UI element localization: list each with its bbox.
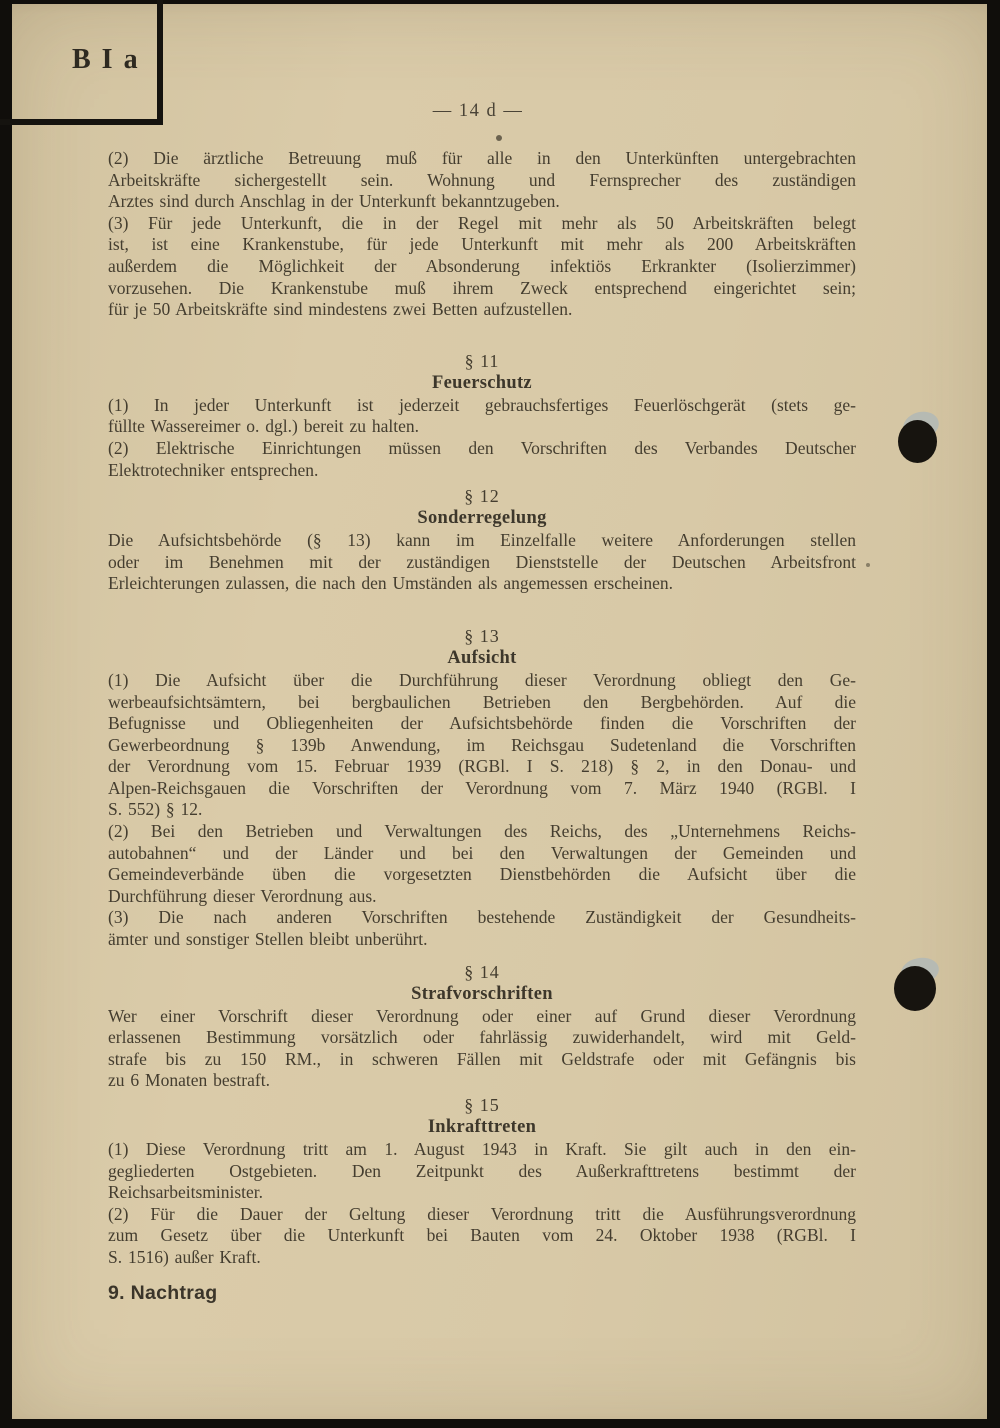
text-line: Befugnisse und Obliegenheiten der Aufsichtsbehörde finden die Vorschriften der: [108, 713, 856, 734]
text-line: Durchführung dieser Verordnung aus.: [108, 885, 377, 906]
section-number: § 15: [464, 1095, 500, 1115]
text-line: Wer einer Vorschrift dieser Verordnung oder einer auf Grund dieser Verordnung: [108, 1005, 856, 1026]
text-line: Arbeitskräfte sichergestellt sein. Wohnung und Fernsprecher des zuständigen: [108, 169, 856, 190]
text-line: werbeaufsichtsämtern, bei bergbaulichen Betrieben den Bergbehörden. Auf die: [108, 691, 856, 712]
section-number: § 11: [464, 350, 500, 371]
scan-edge-left: [0, 0, 12, 1428]
text-line: Gewerbeordnung § 139b Anwendung, im Reichsgau Sudetenland die Vorschriften: [108, 734, 856, 755]
text-line: (1) Diese Verordnung tritt am 1. August 1943 in Kraft. Sie gilt auch in den ein-: [108, 1139, 856, 1159]
text-line: (2) Bei den Betrieben und Verwaltungen des Reichs, des „Unternehmens Reichs-: [108, 821, 856, 842]
text-line: Erleichterungen zulassen, die nach den Umständen als angemessen erscheinen.: [108, 573, 673, 594]
paragraph: [108, 1139, 856, 1204]
text-line: (3) Für jede Unterkunft, die in der Regel mit mehr als 50 Arbeitskräften belegt: [108, 212, 856, 233]
paragraph: [108, 670, 856, 821]
text-line: Elektrotechniker entsprechen.: [108, 459, 319, 480]
document-body: [108, 148, 856, 1306]
text-line: ist, ist eine Krankenstube, für jede Unterkunft mit mehr als 200 Arbeitskräften: [108, 234, 856, 255]
section-number: § 13: [464, 625, 500, 646]
section-title: Strafvorschriften: [411, 983, 553, 1004]
section-number: § 14: [464, 961, 500, 982]
classification-tag: B I a: [72, 44, 140, 75]
scan-edge-right: [987, 0, 1000, 1428]
paragraph: [108, 1006, 856, 1092]
text-line: gegliederten Ostgebieten. Den Zeitpunkt des Außerkrafttretens bestimmt der: [108, 1160, 856, 1181]
text-line: strafe bis zu 150 RM., in schweren Fällen mit Geldstrafe oder mit Gefängnis bis: [108, 1048, 856, 1069]
text-line: außerdem die Möglichkeit der Absonderung infektiös Erkrankter (Isolierzimmer): [108, 255, 856, 276]
text-line: S. 1516) außer Kraft.: [108, 1246, 261, 1267]
paragraph: [108, 1204, 856, 1269]
text-line: Alpen-Reichsgauen die Vorschriften der Verordnung vom 7. März 1940 (RGBl. I: [108, 777, 856, 798]
section-number: § 12: [464, 486, 500, 507]
page-number: — 14 d —: [432, 101, 524, 121]
section-heading: [108, 350, 856, 395]
paragraph: [108, 907, 856, 950]
ink-speck: [866, 563, 870, 567]
text-line: (1) Die Aufsicht über die Durchführung dieser Verordnung obliegt den Ge-: [108, 669, 856, 690]
text-line: erlassenen Bestimmung vorsätzlich oder fahrlässig zuwiderhandelt, wird mit Geld-: [108, 1027, 856, 1048]
text-line: der Verordnung vom 15. Februar 1939 (RGBl. I S. 218) § 2, in den Donau- und: [108, 756, 856, 777]
text-line: oder im Benehmen mit der zuständigen Dienststelle der Deutschen Arbeitsfront: [108, 551, 856, 572]
paragraph: [108, 821, 856, 907]
section-title: Aufsicht: [447, 647, 517, 668]
ink-speck: [496, 135, 502, 141]
text-line: zu 6 Monaten bestraft.: [108, 1070, 270, 1091]
section-title: Inkrafttreten: [427, 1117, 537, 1137]
text-line: Die Aufsichtsbehörde (§ 13) kann im Einzelfalle weitere Anforderungen stellen: [108, 530, 856, 551]
paragraph: [108, 148, 856, 213]
text-line: Arztes sind durch Anschlag in der Unterkunft bekanntzugeben.: [108, 191, 560, 212]
text-line: (2) Die ärztliche Betreuung muß für alle in den Unterkünften untergebrachten: [108, 148, 856, 168]
paragraph: [108, 438, 856, 481]
text-line: vorzusehen. Die Krankenstube muß ihrem Zweck entsprechend eingerichtet sein;: [108, 277, 856, 298]
scan-edge-bottom: [0, 1419, 1000, 1428]
text-line: (2) Elektrische Einrichtungen müssen den Vorschriften des Verbandes Deutscher: [108, 437, 856, 458]
section-heading: [108, 485, 856, 530]
text-line: für je 50 Arbeitskräfte sind mindestens zwei Betten aufzustellen.: [108, 299, 573, 320]
hole-punch-bottom: [894, 966, 936, 1011]
hole-punch-top: [898, 420, 937, 463]
text-line: zum Gesetz über die Unterkunft bei Bauten vom 24. Oktober 1938 (RGBl. I: [108, 1225, 856, 1246]
section-title: Sonderregelung: [417, 508, 547, 529]
text-line: (2) Für die Dauer der Geltung dieser Verordnung tritt die Ausführungsverordnung: [108, 1203, 856, 1224]
paragraph: [108, 395, 856, 438]
text-line: füllte Wassereimer o. dgl.) bereit zu halten.: [108, 416, 419, 437]
text-line: ämter und sonstiger Stellen bleibt unberührt.: [108, 929, 428, 950]
text-line: S. 552) § 12.: [108, 799, 203, 820]
section-heading: [108, 1094, 856, 1139]
text-line: (3) Die nach anderen Vorschriften bestehende Zuständigkeit der Gesundheits-: [108, 907, 856, 928]
section-heading: [108, 625, 856, 670]
section-title: Feuerschutz: [432, 372, 532, 393]
classification-tag-box: [0, 0, 163, 125]
text-line: autobahnen“ und der Länder und bei den Verwaltungen der Gemeinden und: [108, 842, 856, 863]
paragraph: [108, 213, 856, 321]
text-line: Gemeindeverbände üben die vorgesetzten Dienstbehörden die Aufsicht über die: [108, 864, 856, 885]
text-line: (1) In jeder Unterkunft ist jederzeit gebrauchsfertiges Feuerlöschgerät (stets ge-: [108, 394, 856, 415]
section-heading: [108, 961, 856, 1006]
appendix-heading: 9. Nachtrag: [108, 1281, 218, 1304]
text-line: Reichsarbeitsminister.: [108, 1182, 264, 1203]
paragraph: [108, 530, 856, 595]
